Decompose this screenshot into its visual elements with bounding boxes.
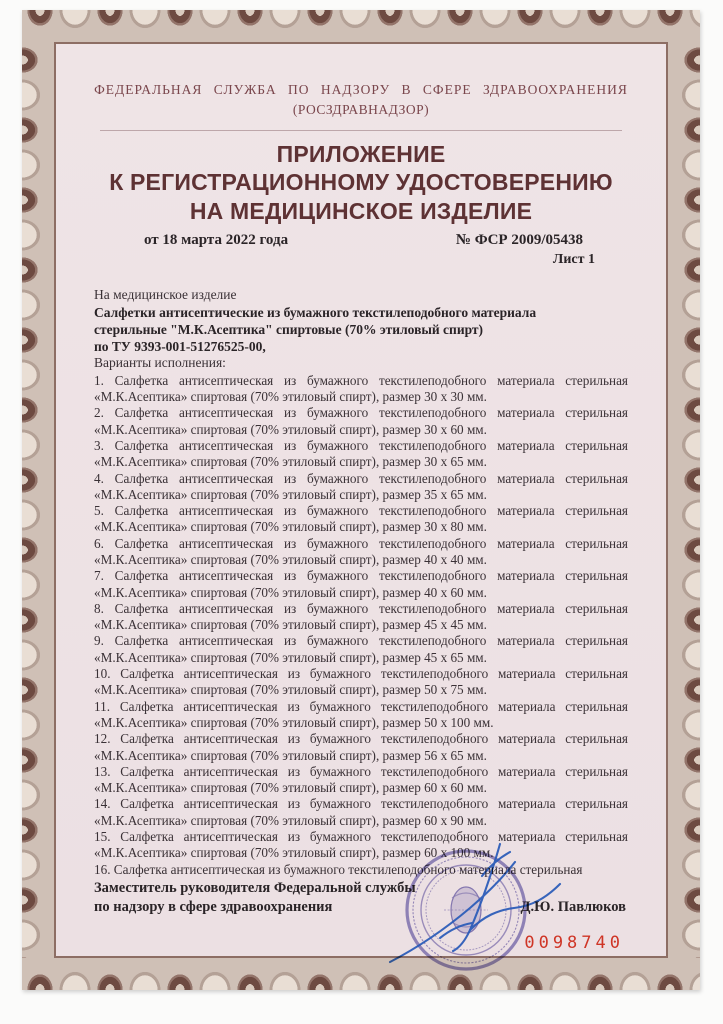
product-name-line-1: Салфетки антисептические из бумажного текстилеподобного материала (94, 304, 537, 320)
signer-name: Д.Ю. Павлюков (520, 898, 626, 915)
serial-number: 0098740 (524, 932, 624, 953)
list-item: 4. Салфетка антисептическая из бумажного текстилеподобного материала стерильная «М.К.Асептика» спиртовая (70% этиловый спирт), размер 35 х 65 мм. (94, 470, 628, 502)
list-item: 15. Салфетка антисептическая из бумажного текстилеподобного материала стерильная «М.К.Асептика» спиртовая (70% этиловый спирт), размер 60 х 100 мм. (94, 829, 628, 861)
guilloche-border-left (22, 42, 54, 958)
list-item: 9. Салфетка антисептическая из бумажного текстилеподобного материала стерильная «М.К.Асептика» спиртовая (70% этиловый спирт), размер 45 х 65 мм. (94, 633, 628, 665)
guilloche-border-right (668, 42, 700, 958)
document-title (94, 140, 628, 225)
list-item: 5. Салфетка антисептическая из бумажного текстилеподобного материала стерильная «М.К.Асептика» спиртовая (70% этиловый спирт), размер 30 х 80 мм. (94, 503, 628, 535)
list-item: 14. Салфетка антисептическая из бумажного текстилеподобного материала стерильная «М.К.Асептика» спиртовая (70% этиловый спирт), размер 60 х 90 мм. (94, 796, 628, 828)
signer-position-line-2: по надзору в сфере здравоохранения (94, 898, 333, 915)
guilloche-border-bottom (22, 958, 700, 990)
list-item: 13. Салфетка антисептическая из бумажного текстилеподобного материала стерильная «М.К.Асептика» спиртовая (70% этиловый спирт), размер 60 х 60 мм. (94, 763, 628, 796)
paper-area (54, 42, 668, 958)
sheet-number: Лист 1 (552, 251, 595, 267)
authority-short-name: (РОСЗДРАВНАДЗОР) (292, 101, 430, 117)
list-item: 8. Салфетка антисептическая из бумажного текстилеподобного материала стерильная «М.К.Асептика» спиртовая (70% этиловый спирт), размер 45 х 45 мм. (94, 600, 628, 633)
signature-block (94, 879, 628, 917)
list-item: 2. Салфетка антисептическая из бумажного текстилеподобного материала стерильная «М.К.Асептика» спиртовая (70% этиловый спирт), размер 30 х 60 мм. (94, 405, 628, 437)
list-item: 6. Салфетка антисептическая из бумажного текстилеподобного материала стерильная «М.К.Асептика» спиртовая (70% этиловый спирт), размер 40 х 40 мм. (94, 535, 628, 567)
issue-date: от 18 марта 2022 года (144, 231, 289, 248)
signer-position (94, 879, 416, 917)
product-name-line-3: по ТУ 9393-001-51276525-00, (94, 338, 266, 354)
header-divider (100, 130, 622, 131)
signer-position-line-1: Заместитель руководителя Федеральной службы (94, 879, 416, 896)
title-line-1: ПРИЛОЖЕНИЕ (276, 141, 446, 168)
meta-row (94, 232, 628, 249)
list-item: 16. Салфетка антисептическая из бумажного текстилеподобного материала стерильная (94, 861, 583, 877)
variant-list (94, 373, 628, 878)
variants-label: Варианты исполнения: (94, 354, 226, 370)
list-item: 11. Салфетка антисептическая из бумажного текстилеподобного материала стерильная «М.К.Асептика» спиртовая (70% этиловый спирт), размер 50 х 100 мм. (94, 698, 628, 730)
certificate-number: № ФСР 2009/05438 (455, 231, 583, 248)
certificate-page (22, 10, 700, 990)
intro-line: На медицинское изделие (94, 286, 237, 302)
product-name (94, 304, 628, 355)
issuing-authority (94, 80, 628, 119)
authority-name: ФЕДЕРАЛЬНАЯ СЛУЖБА ПО НАДЗОРУ В СФЕРЕ ЗДРАВООХРАНЕНИЯ (94, 82, 628, 97)
product-name-line-2: стерильные "М.К.Асептика" спиртовые (70% этиловый спирт) (94, 321, 484, 337)
list-item: 3. Салфетка антисептическая из бумажного текстилеподобного материала стерильная «М.К.Асептика» спиртовая (70% этиловый спирт), размер 30 х 65 мм. (94, 437, 628, 470)
list-item: 7. Салфетка антисептическая из бумажного текстилеподобного материала стерильная «М.К.Асептика» спиртовая (70% этиловый спирт), размер 40 х 60 мм. (94, 568, 628, 600)
list-item: 10. Салфетка антисептическая из бумажного текстилеподобного материала стерильная «М.К.Асептика» спиртовая (70% этиловый спирт), размер 50 х 75 мм. (94, 666, 628, 698)
list-item: 1. Салфетка антисептическая из бумажного текстилеподобного материала стерильная «М.К.Асептика» спиртовая (70% этиловый спирт), размер 30 х 30 мм. (94, 372, 628, 405)
title-line-3: НА МЕДИЦИНСКОЕ ИЗДЕЛИЕ (189, 197, 533, 224)
title-line-2: К РЕГИСТРАЦИОННОМУ УДОСТОВЕРЕНИЮ (109, 169, 613, 196)
guilloche-border-top (22, 10, 700, 42)
list-item: 12. Салфетка антисептическая из бумажного текстилеподобного материала стерильная «М.К.Асептика» спиртовая (70% этиловый спирт), размер 56 х 65 мм. (94, 731, 628, 763)
